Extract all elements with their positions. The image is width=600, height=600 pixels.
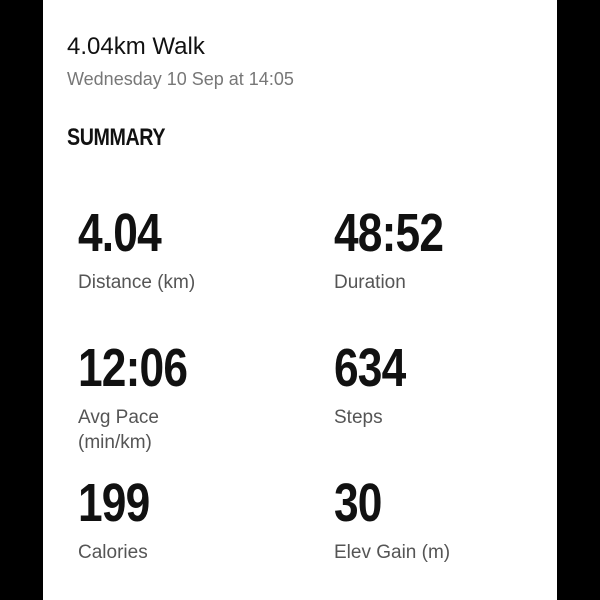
stat-value: 30 — [334, 473, 382, 533]
stat-calories — [78, 473, 308, 565]
stat-label: Calories — [78, 542, 148, 563]
stat-label: Elev Gain (m) — [334, 542, 451, 563]
stat-value: 12:06 — [78, 338, 188, 398]
stat-value: 48:52 — [334, 203, 444, 263]
stat-value: 199 — [78, 473, 150, 533]
summary-heading: SUMMARY — [67, 124, 166, 151]
stat-steps — [334, 338, 557, 430]
stat-label: Avg Pace (min/km) — [78, 407, 159, 453]
stat-label: Duration — [334, 272, 406, 293]
stat-avg-pace — [78, 338, 308, 455]
stat-value: 4.04 — [78, 203, 161, 263]
stat-distance — [78, 203, 308, 295]
stat-elev-gain — [334, 473, 557, 565]
activity-title: 4.04km Walk — [67, 33, 205, 60]
stat-label: Steps — [334, 407, 383, 428]
activity-date: Wednesday 10 Sep at 14:05 — [67, 69, 294, 89]
stat-value: 634 — [334, 338, 406, 398]
stat-duration — [334, 203, 557, 295]
stat-label: Distance (km) — [78, 272, 196, 293]
activity-summary-screen — [43, 0, 557, 600]
